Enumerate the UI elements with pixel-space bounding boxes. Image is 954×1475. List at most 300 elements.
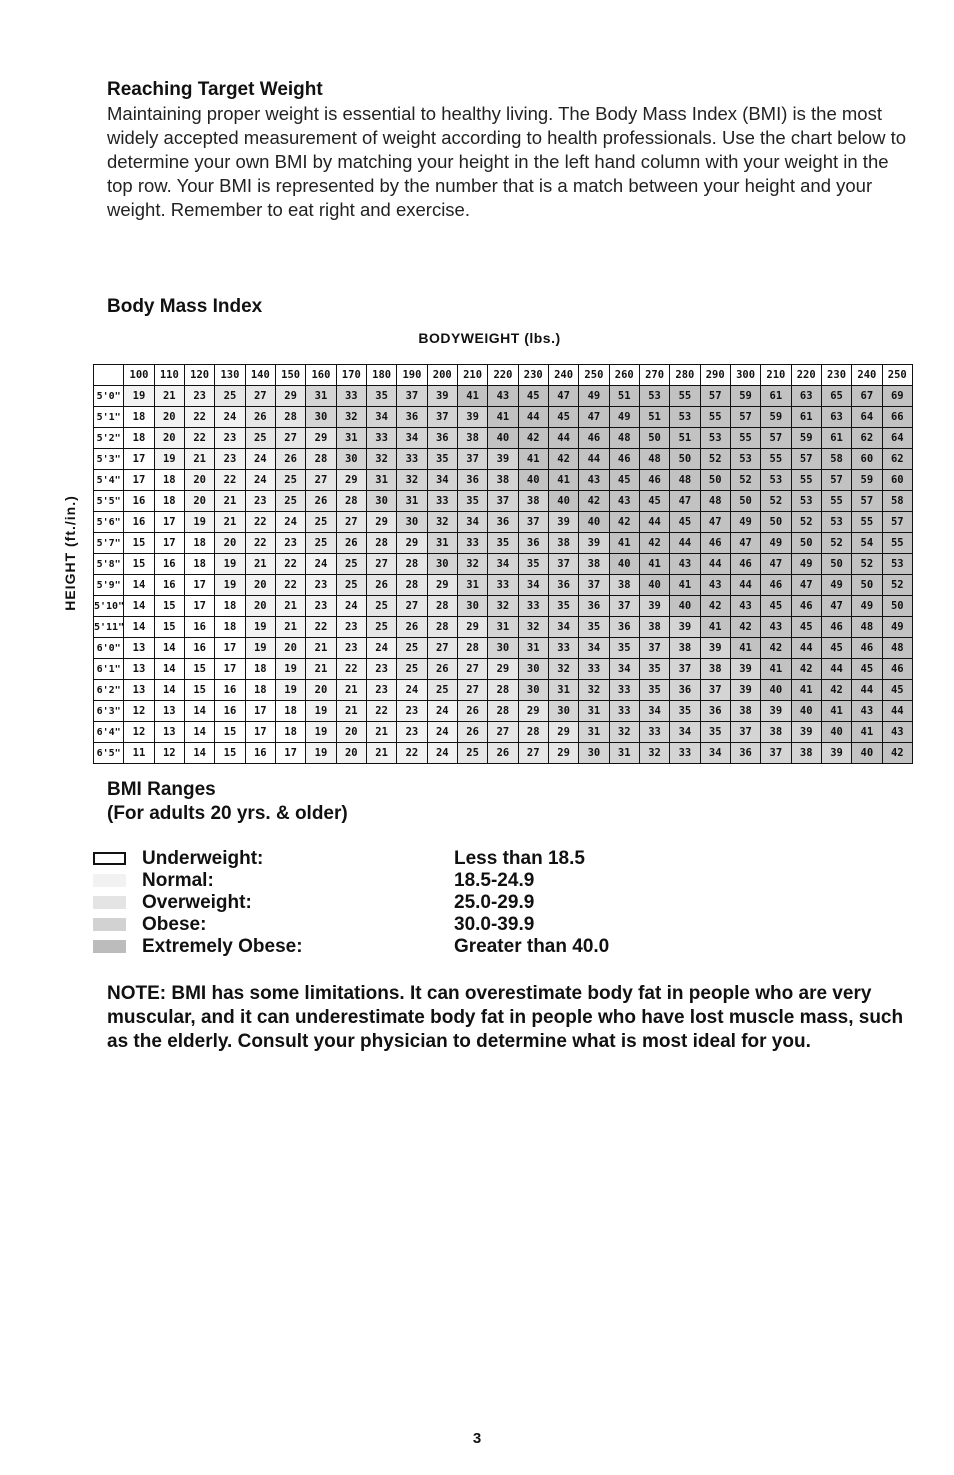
bmi-value-cell: 34 [700, 743, 730, 764]
bmi-value-cell: 16 [124, 491, 154, 512]
bmi-value-cell: 50 [852, 575, 882, 596]
bmi-value-cell: 50 [639, 428, 669, 449]
bmi-value-cell: 18 [184, 554, 214, 575]
bmi-value-cell: 47 [548, 386, 578, 407]
legend-label: Underweight: [142, 848, 264, 869]
bmi-value-cell: 30 [579, 743, 609, 764]
bmi-value-cell: 38 [700, 659, 730, 680]
bmi-value-cell: 29 [427, 575, 457, 596]
bmi-value-cell: 32 [488, 596, 518, 617]
bmi-value-cell: 18 [275, 722, 305, 743]
bmi-value-cell: 14 [154, 638, 184, 659]
bmi-value-cell: 43 [579, 470, 609, 491]
bmi-value-cell: 28 [427, 617, 457, 638]
bmi-value-cell: 32 [336, 407, 366, 428]
bmi-ranges-subheading: (For adults 20 yrs. & older) [107, 803, 348, 824]
obese-swatch [93, 918, 126, 931]
bmi-value-cell: 44 [821, 659, 851, 680]
height-cell: 5'10" [94, 596, 124, 617]
bmi-value-cell: 48 [609, 428, 639, 449]
height-cell: 5'1" [94, 407, 124, 428]
bmi-value-cell: 52 [761, 491, 791, 512]
bmi-value-cell: 33 [336, 386, 366, 407]
bmi-value-cell: 38 [488, 470, 518, 491]
bmi-value-cell: 50 [821, 554, 851, 575]
bmi-value-cell: 45 [548, 407, 578, 428]
bmi-value-cell: 37 [427, 407, 457, 428]
bmi-value-cell: 41 [730, 638, 760, 659]
bmi-value-cell: 48 [670, 470, 700, 491]
bmi-value-cell: 15 [184, 659, 214, 680]
bmi-value-cell: 46 [791, 596, 821, 617]
table-row [94, 638, 913, 659]
bmi-value-cell: 43 [882, 722, 912, 743]
weight-header-cell: 230 [821, 365, 851, 386]
bmi-value-cell: 19 [154, 449, 184, 470]
bmi-value-cell: 18 [215, 617, 245, 638]
bmi-value-cell: 25 [306, 512, 336, 533]
bmi-value-cell: 36 [579, 596, 609, 617]
bmi-value-cell: 50 [761, 512, 791, 533]
bmi-value-cell: 52 [852, 554, 882, 575]
bmi-value-cell: 44 [639, 512, 669, 533]
bmi-value-cell: 57 [882, 512, 912, 533]
bmi-value-cell: 49 [821, 575, 851, 596]
bmi-value-cell: 39 [579, 533, 609, 554]
bmi-value-cell: 24 [245, 449, 275, 470]
bmi-value-cell: 43 [730, 596, 760, 617]
bmi-value-cell: 37 [457, 449, 487, 470]
bmi-value-cell: 44 [852, 680, 882, 701]
bmi-value-cell: 35 [518, 554, 548, 575]
table-row [94, 701, 913, 722]
bmi-value-cell: 47 [821, 596, 851, 617]
bmi-value-cell: 39 [427, 386, 457, 407]
bmi-value-cell: 45 [761, 596, 791, 617]
bmi-value-cell: 36 [457, 470, 487, 491]
weight-header-cell: 210 [457, 365, 487, 386]
bmi-value-cell: 21 [275, 596, 305, 617]
bmi-value-cell: 61 [821, 428, 851, 449]
bmi-value-cell: 40 [670, 596, 700, 617]
bmi-value-cell: 21 [184, 449, 214, 470]
height-axis-label: HEIGHT (ft./in.) [62, 495, 78, 611]
bmi-value-cell: 43 [700, 575, 730, 596]
table-row [94, 512, 913, 533]
bmi-value-cell: 39 [700, 638, 730, 659]
bmi-value-cell: 37 [518, 512, 548, 533]
bmi-value-cell: 15 [184, 680, 214, 701]
bmi-value-cell: 30 [457, 596, 487, 617]
table-row [94, 680, 913, 701]
bmi-value-cell: 33 [457, 533, 487, 554]
bmi-value-cell: 27 [306, 470, 336, 491]
bmi-value-cell: 21 [154, 386, 184, 407]
bmi-value-cell: 40 [518, 470, 548, 491]
bmi-value-cell: 20 [306, 680, 336, 701]
bmi-value-cell: 48 [700, 491, 730, 512]
bmi-value-cell: 34 [609, 659, 639, 680]
bmi-value-cell: 40 [852, 743, 882, 764]
bmi-value-cell: 31 [306, 386, 336, 407]
legend-range: 18.5-24.9 [454, 870, 535, 891]
bmi-value-cell: 38 [548, 533, 578, 554]
bmi-value-cell: 17 [124, 449, 154, 470]
bmi-value-cell: 19 [275, 659, 305, 680]
bmi-value-cell: 36 [609, 617, 639, 638]
bmi-value-cell: 42 [791, 659, 821, 680]
bmi-value-cell: 17 [154, 533, 184, 554]
bmi-value-cell: 36 [397, 407, 427, 428]
bmi-value-cell: 44 [700, 554, 730, 575]
bmi-value-cell: 18 [184, 533, 214, 554]
height-cell: 5'7" [94, 533, 124, 554]
bmi-value-cell: 22 [184, 428, 214, 449]
bmi-value-cell: 14 [184, 701, 214, 722]
bmi-value-cell: 36 [670, 680, 700, 701]
bmi-value-cell: 27 [245, 386, 275, 407]
bmi-value-cell: 27 [488, 722, 518, 743]
bmi-value-cell: 24 [427, 701, 457, 722]
table-row [94, 617, 913, 638]
bmi-value-cell: 24 [427, 722, 457, 743]
bmi-value-cell: 46 [882, 659, 912, 680]
bmi-value-cell: 43 [609, 491, 639, 512]
bmi-value-cell: 16 [184, 617, 214, 638]
bmi-value-cell: 32 [366, 449, 396, 470]
bmi-value-cell: 15 [215, 722, 245, 743]
bmi-value-cell: 27 [275, 428, 305, 449]
bmi-value-cell: 42 [882, 743, 912, 764]
bmi-value-cell: 61 [791, 407, 821, 428]
bmi-value-cell: 35 [548, 596, 578, 617]
bmi-value-cell: 29 [336, 470, 366, 491]
bmi-value-cell: 37 [700, 680, 730, 701]
height-cell: 5'0" [94, 386, 124, 407]
bmi-value-cell: 27 [457, 680, 487, 701]
bmi-value-cell: 30 [518, 659, 548, 680]
bmi-value-cell: 60 [882, 470, 912, 491]
bmi-value-cell: 21 [275, 617, 305, 638]
bmi-value-cell: 18 [245, 659, 275, 680]
height-cell: 5'3" [94, 449, 124, 470]
height-cell: 5'4" [94, 470, 124, 491]
bmi-value-cell: 24 [427, 743, 457, 764]
bmi-value-cell: 45 [882, 680, 912, 701]
bmi-value-cell: 37 [639, 638, 669, 659]
bmi-value-cell: 22 [336, 659, 366, 680]
bmi-value-cell: 55 [730, 428, 760, 449]
bmi-value-cell: 41 [791, 680, 821, 701]
bmi-value-cell: 17 [124, 470, 154, 491]
bmi-value-cell: 35 [700, 722, 730, 743]
height-cell: 6'4" [94, 722, 124, 743]
legend-range: Less than 18.5 [454, 848, 585, 869]
bmi-value-cell: 20 [245, 575, 275, 596]
bmi-value-cell: 32 [518, 617, 548, 638]
bmi-value-cell: 33 [548, 638, 578, 659]
bmi-value-cell: 18 [124, 407, 154, 428]
bmi-value-cell: 53 [670, 407, 700, 428]
bmi-value-cell: 46 [579, 428, 609, 449]
bmi-value-cell: 26 [336, 533, 366, 554]
bmi-value-cell: 23 [245, 491, 275, 512]
bmi-value-cell: 19 [306, 722, 336, 743]
bmi-value-cell: 22 [215, 470, 245, 491]
bmi-value-cell: 59 [791, 428, 821, 449]
bmi-value-cell: 20 [245, 596, 275, 617]
bmi-value-cell: 53 [639, 386, 669, 407]
bmi-value-cell: 30 [366, 491, 396, 512]
legend-label: Obese: [142, 914, 207, 935]
bmi-value-cell: 55 [791, 470, 821, 491]
bmi-value-cell: 24 [306, 554, 336, 575]
table-row [94, 659, 913, 680]
bmi-value-cell: 18 [215, 596, 245, 617]
bmi-value-cell: 45 [791, 617, 821, 638]
bmi-value-cell: 47 [730, 533, 760, 554]
bmi-value-cell: 35 [609, 638, 639, 659]
legend-label: Overweight: [142, 892, 252, 913]
table-row [94, 533, 913, 554]
bmi-value-cell: 17 [154, 512, 184, 533]
bmi-value-cell: 22 [275, 554, 305, 575]
bmi-value-cell: 34 [457, 512, 487, 533]
bmi-value-cell: 31 [488, 617, 518, 638]
bmi-value-cell: 34 [518, 575, 548, 596]
bmi-value-cell: 66 [882, 407, 912, 428]
bmi-value-cell: 14 [124, 596, 154, 617]
bmi-value-cell: 23 [215, 428, 245, 449]
bmi-value-cell: 49 [609, 407, 639, 428]
bmi-value-cell: 27 [397, 596, 427, 617]
bmi-value-cell: 55 [761, 449, 791, 470]
bmi-value-cell: 22 [184, 407, 214, 428]
bmi-value-cell: 39 [457, 407, 487, 428]
bmi-value-cell: 55 [670, 386, 700, 407]
bmi-value-cell: 53 [700, 428, 730, 449]
bmi-value-cell: 23 [215, 449, 245, 470]
bmi-value-cell: 20 [184, 491, 214, 512]
bmi-value-cell: 38 [791, 743, 821, 764]
bmi-value-cell: 29 [488, 659, 518, 680]
bmi-value-cell: 28 [306, 449, 336, 470]
bmi-value-cell: 28 [275, 407, 305, 428]
legend-item-underweight [93, 848, 793, 870]
bmi-value-cell: 20 [154, 428, 184, 449]
bmi-value-cell: 31 [397, 491, 427, 512]
bmi-value-cell: 25 [336, 575, 366, 596]
bmi-value-cell: 21 [215, 512, 245, 533]
intro-section [107, 78, 907, 222]
weight-header-cell: 280 [670, 365, 700, 386]
bmi-value-cell: 62 [852, 428, 882, 449]
weight-header-cell: 110 [154, 365, 184, 386]
bmi-value-cell: 17 [245, 701, 275, 722]
bmi-value-cell: 50 [670, 449, 700, 470]
bmi-value-cell: 19 [184, 512, 214, 533]
bmi-value-cell: 53 [761, 470, 791, 491]
bmi-value-cell: 42 [821, 680, 851, 701]
bmi-value-cell: 35 [639, 680, 669, 701]
weight-header-cell: 150 [275, 365, 305, 386]
bmi-value-cell: 35 [488, 533, 518, 554]
bmi-value-cell: 27 [457, 659, 487, 680]
bmi-value-cell: 48 [639, 449, 669, 470]
bmi-value-cell: 25 [306, 533, 336, 554]
bmi-value-cell: 45 [670, 512, 700, 533]
bmi-value-cell: 25 [397, 659, 427, 680]
bmi-value-cell: 25 [397, 638, 427, 659]
bmi-value-cell: 15 [215, 743, 245, 764]
bmi-value-cell: 67 [852, 386, 882, 407]
bmi-value-cell: 49 [730, 512, 760, 533]
bmi-value-cell: 27 [518, 743, 548, 764]
bmi-value-cell: 31 [579, 722, 609, 743]
bmi-value-cell: 33 [639, 722, 669, 743]
page-number: 3 [472, 1430, 482, 1447]
bmi-value-cell: 25 [457, 743, 487, 764]
bmi-value-cell: 48 [882, 638, 912, 659]
bmi-value-cell: 26 [457, 722, 487, 743]
bmi-value-cell: 38 [579, 554, 609, 575]
bmi-value-cell: 44 [548, 428, 578, 449]
bmi-value-cell: 58 [882, 491, 912, 512]
bmi-value-cell: 42 [730, 617, 760, 638]
bmi-value-cell: 53 [821, 512, 851, 533]
weight-header-cell: 250 [579, 365, 609, 386]
bmi-value-cell: 34 [670, 722, 700, 743]
bmi-value-cell: 14 [154, 680, 184, 701]
table-row [94, 743, 913, 764]
bmi-value-cell: 18 [275, 701, 305, 722]
weight-header-cell: 220 [488, 365, 518, 386]
bmi-value-cell: 20 [336, 743, 366, 764]
bmi-value-cell: 23 [336, 617, 366, 638]
weight-header-cell: 180 [366, 365, 396, 386]
bmi-value-cell: 41 [670, 575, 700, 596]
bmi-value-cell: 34 [397, 428, 427, 449]
bmi-value-cell: 41 [548, 470, 578, 491]
bmi-value-cell: 61 [761, 386, 791, 407]
bmi-value-cell: 26 [245, 407, 275, 428]
bmi-value-cell: 41 [639, 554, 669, 575]
bmi-value-cell: 19 [245, 638, 275, 659]
bmi-value-cell: 52 [730, 470, 760, 491]
bmi-value-cell: 42 [579, 491, 609, 512]
bmi-value-cell: 46 [761, 575, 791, 596]
bmi-value-cell: 29 [397, 533, 427, 554]
table-corner-cell [94, 365, 124, 386]
bmi-value-cell: 25 [275, 470, 305, 491]
bmi-value-cell: 37 [609, 596, 639, 617]
bmi-value-cell: 32 [548, 659, 578, 680]
legend-item-overweight [93, 892, 793, 914]
bmi-value-cell: 42 [761, 638, 791, 659]
bmi-value-cell: 15 [124, 554, 154, 575]
bmi-table [93, 364, 913, 764]
bmi-value-cell: 40 [609, 554, 639, 575]
bmi-value-cell: 29 [518, 701, 548, 722]
bmi-value-cell: 35 [579, 617, 609, 638]
bmi-value-cell: 39 [548, 512, 578, 533]
bmi-header-row [94, 365, 913, 386]
bmi-value-cell: 34 [579, 638, 609, 659]
weight-header-cell: 190 [397, 365, 427, 386]
bmi-value-cell: 18 [124, 428, 154, 449]
bmi-value-cell: 37 [548, 554, 578, 575]
bmi-value-cell: 18 [245, 680, 275, 701]
bmi-value-cell: 36 [548, 575, 578, 596]
bmi-value-cell: 44 [670, 533, 700, 554]
bmi-value-cell: 32 [457, 554, 487, 575]
bmi-value-cell: 16 [154, 575, 184, 596]
bmi-value-cell: 37 [670, 659, 700, 680]
bmi-value-cell: 36 [488, 512, 518, 533]
weight-header-cell: 100 [124, 365, 154, 386]
normal-swatch [93, 874, 126, 887]
bmi-value-cell: 14 [124, 617, 154, 638]
bmi-value-cell: 47 [579, 407, 609, 428]
bmi-value-cell: 34 [488, 554, 518, 575]
bmi-value-cell: 59 [852, 470, 882, 491]
bmi-value-cell: 22 [245, 512, 275, 533]
bmi-value-cell: 42 [700, 596, 730, 617]
bmi-value-cell: 46 [700, 533, 730, 554]
bmi-value-cell: 20 [215, 533, 245, 554]
bmi-value-cell: 25 [336, 554, 366, 575]
bmi-value-cell: 31 [427, 533, 457, 554]
bmi-value-cell: 47 [670, 491, 700, 512]
bmi-value-cell: 49 [852, 596, 882, 617]
bmi-value-cell: 32 [609, 722, 639, 743]
bmi-value-cell: 53 [791, 491, 821, 512]
bmi-value-cell: 34 [639, 701, 669, 722]
height-cell: 5'2" [94, 428, 124, 449]
bmi-value-cell: 59 [761, 407, 791, 428]
bmi-value-cell: 33 [579, 659, 609, 680]
bmi-value-cell: 64 [882, 428, 912, 449]
bmi-value-cell: 26 [488, 743, 518, 764]
bmi-value-cell: 44 [882, 701, 912, 722]
bmi-value-cell: 33 [670, 743, 700, 764]
bmi-value-cell: 38 [609, 575, 639, 596]
bmi-value-cell: 28 [457, 638, 487, 659]
bmi-value-cell: 63 [791, 386, 821, 407]
height-cell: 5'6" [94, 512, 124, 533]
bmi-value-cell: 17 [184, 596, 214, 617]
table-row [94, 386, 913, 407]
bmi-ranges-heading: BMI Ranges [107, 779, 216, 800]
bmi-value-cell: 52 [700, 449, 730, 470]
bmi-value-cell: 23 [184, 386, 214, 407]
bmi-value-cell: 47 [791, 575, 821, 596]
bmi-value-cell: 49 [579, 386, 609, 407]
bmi-value-cell: 39 [761, 701, 791, 722]
bmi-value-cell: 40 [548, 491, 578, 512]
bmi-value-cell: 23 [336, 638, 366, 659]
bmi-value-cell: 44 [518, 407, 548, 428]
bmi-value-cell: 26 [275, 449, 305, 470]
bmi-value-cell: 31 [457, 575, 487, 596]
bmi-value-cell: 47 [761, 554, 791, 575]
bmi-value-cell: 42 [548, 449, 578, 470]
bmi-value-cell: 31 [548, 680, 578, 701]
bmi-value-cell: 17 [275, 743, 305, 764]
bmi-value-cell: 33 [366, 428, 396, 449]
bmi-value-cell: 22 [397, 743, 427, 764]
legend-item-normal [93, 870, 793, 892]
